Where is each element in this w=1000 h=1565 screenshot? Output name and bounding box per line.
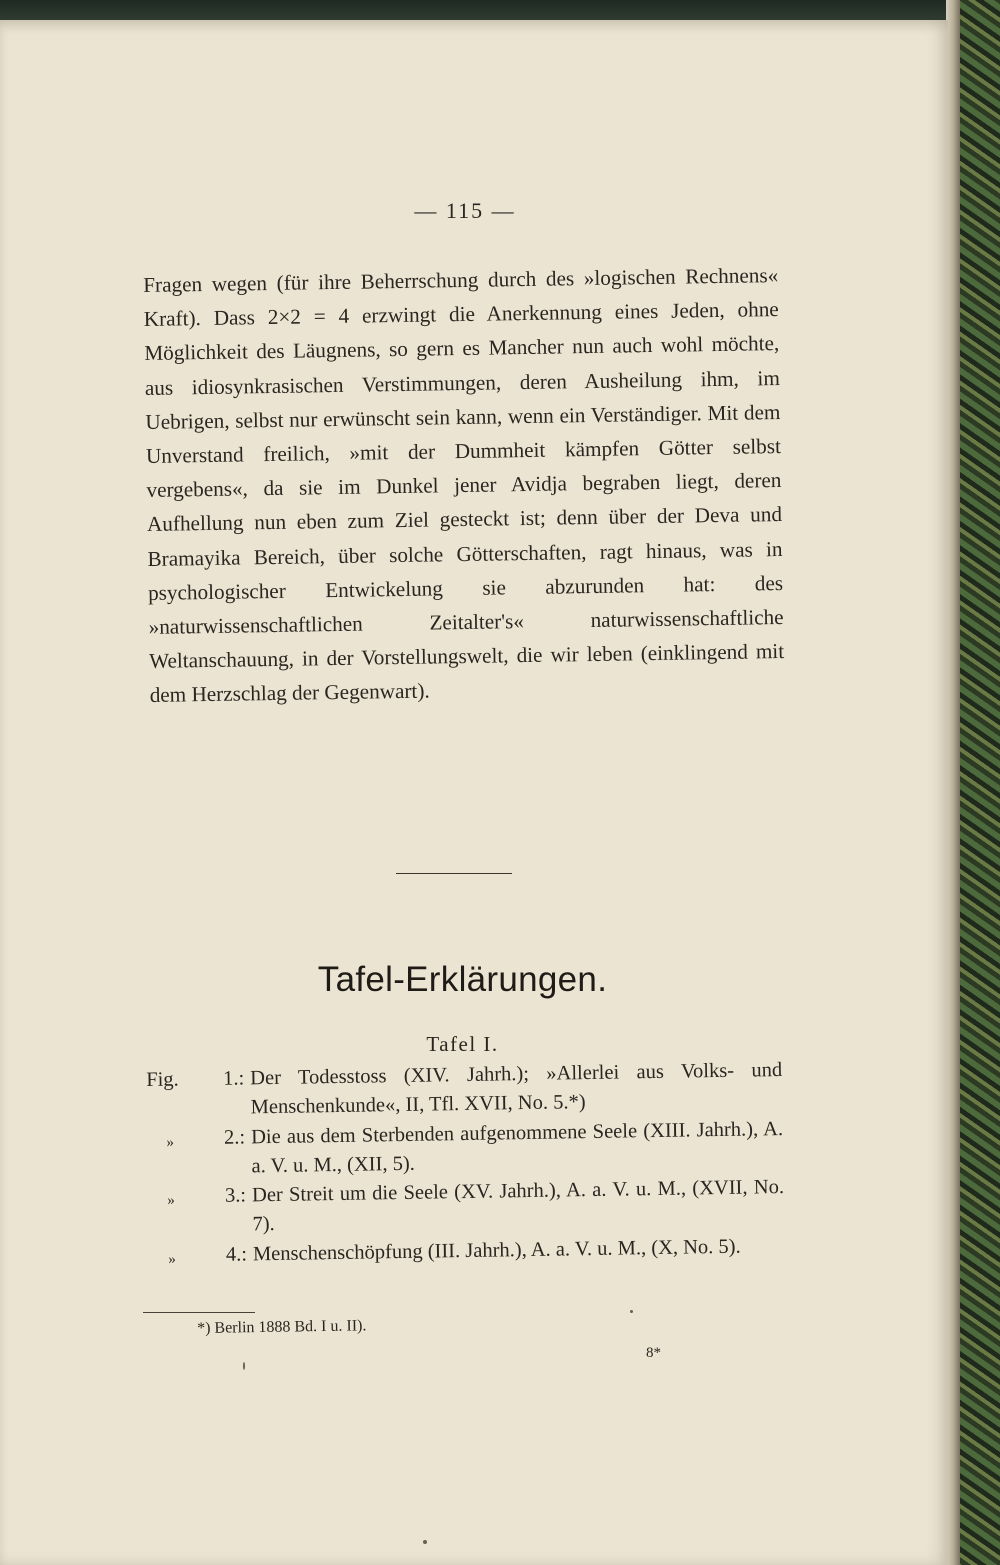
figure-caption: Menschenschöpfung (III. Jahrh.), A. a. V. u. M., (X, No. 5).	[252, 1235, 741, 1265]
figure-entry	[148, 1173, 785, 1241]
figure-label: »	[166, 1134, 175, 1151]
signature-mark: 8*	[646, 1345, 661, 1361]
body-paragraph: Fragen wegen (für ihre Beherrschung durch des »logischen Rechnens« Kraft). Dass 2×2 = 4 erzwingt die Anerkennung eines Jeden, ohne Möglichkeit des Läugnens, so gern es Mancher nun auch wohl möchte, aus idiosynkrasischen Verstimmungen, deren Ausheilung ihm, im Uebrigen, selbst nur erwünscht sein kann, wenn ein Verständiger. Mit dem Unverstand freilich, »mit der Dummheit kämpfen Götter selbst vergebens«, da sie im Dunkel jener Avidja begraben liegt, deren Aufhellung nun eben zum Ziel gesteckt ist; denn über der Deva und Bramayika Bereich, über solche Götterschaften, ragt hinaus, was in psychologischer Entwickelung sie abzurunden hat: des »naturwissenschaftlichen Zeitalter's« naturwissenschaftliche Weltanschauung, in der Vorstellungswelt, die wir leben (einklingend mit dem Herzschlag der Gegenwart).	[143, 263, 785, 708]
figure-label: »	[168, 1251, 176, 1268]
section-divider	[396, 873, 512, 874]
paper-speck	[243, 1362, 245, 1370]
figure-caption: Die aus dem Sterbenden aufgenommene Seele (XIII. Jahrh.), A. a. V. u. M., (XII, 5).	[250, 1117, 784, 1177]
footnote-rule	[143, 1312, 255, 1313]
figure-label: Fig.	[146, 1068, 179, 1091]
figure-number: 3.:	[224, 1184, 247, 1207]
figure-number: 4.:	[225, 1242, 248, 1266]
figure-list	[146, 1056, 785, 1275]
section-heading: Tafel-Erklärungen.	[317, 960, 608, 999]
figure-label: »	[167, 1192, 175, 1209]
figure-caption: Der Todesstoss (XIV. Jahrh.); »Allerlei aus Volks- und Menschenkunde«, II, Tfl. XVII, No. 5.*)	[250, 1059, 783, 1119]
figure-entry	[147, 1115, 784, 1183]
plate-heading: Tafel I.	[426, 1032, 499, 1056]
figure-caption: Der Streit um die Seele (XV. Jahrh.), A. a. V. u. M., (XVII, No. 7).	[251, 1175, 785, 1236]
footnote: *) Berlin 1888 Bd. I u. II).	[197, 1317, 367, 1337]
page-number: — 115 —	[414, 198, 516, 223]
figure-number: 2.:	[223, 1125, 246, 1149]
paper-speck	[630, 1310, 633, 1313]
paper-speck	[423, 1540, 427, 1544]
page-stack-edge	[946, 0, 960, 1565]
figure-entry	[146, 1056, 783, 1124]
paper-page	[0, 20, 948, 1565]
figure-number: 1.:	[222, 1067, 245, 1090]
